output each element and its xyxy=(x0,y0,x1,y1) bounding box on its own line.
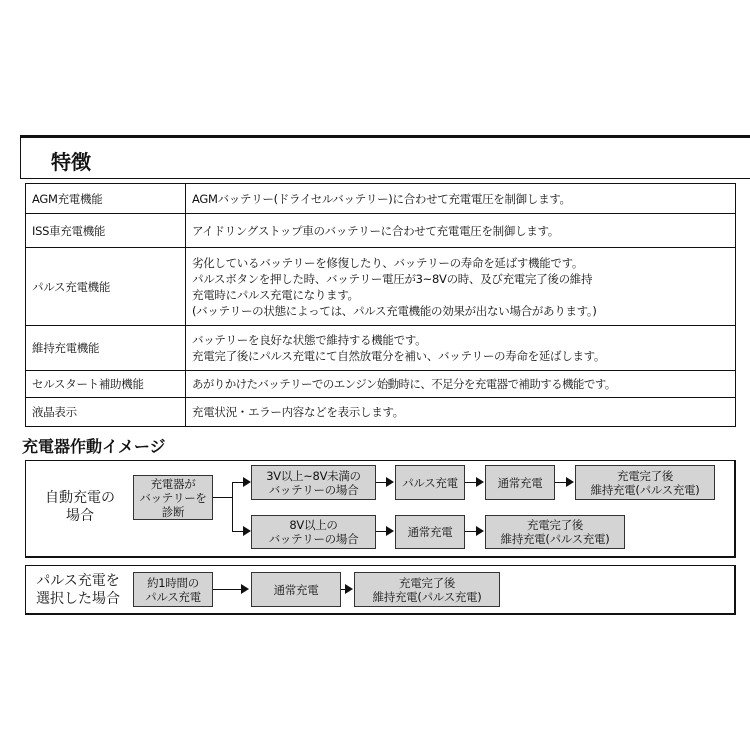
feature-desc: 充電状況・エラー内容などを表示します。 xyxy=(186,398,736,427)
arrow-icon xyxy=(345,584,353,594)
connector-line xyxy=(232,482,233,532)
arrow-icon xyxy=(476,477,484,487)
box-line: バッテリーの場合 xyxy=(268,482,359,497)
feature-desc xyxy=(186,248,736,326)
arrow-icon xyxy=(243,477,251,487)
feature-name: AGM充電機能 xyxy=(26,184,186,214)
desc-line: 劣化しているバッテリーを修復したり、バッテリーの寿命を延ばす機能です。 xyxy=(192,255,584,270)
diagnose-box xyxy=(133,475,213,520)
desc-line: (バッテリーの状態によっては、パルス充電機能の効果が出ない場合があります。) xyxy=(192,303,597,318)
desc-line: パルスボタンを押した時、バッテリー電圧が3~8Vの時、及び充電完了後の維持 xyxy=(192,271,593,286)
table-row xyxy=(26,248,736,326)
feature-desc xyxy=(186,326,736,371)
arrow-icon xyxy=(243,526,251,536)
box-line: パルス充電 xyxy=(145,589,201,604)
features-title: 特徴 xyxy=(51,150,91,174)
maintenance-charge-box xyxy=(354,572,500,607)
pulse-select-label xyxy=(27,572,129,608)
connector-line xyxy=(555,482,566,483)
box-line: 充電器が xyxy=(150,476,196,491)
flow-title: 充電器作動イメージ xyxy=(22,437,166,456)
connector-line xyxy=(213,497,233,498)
table-row xyxy=(26,184,736,214)
desc-line: バッテリーを良好な状態で維持する機能です。 xyxy=(192,333,427,347)
box-line: 約1時間の xyxy=(147,575,199,590)
arrow-icon xyxy=(476,526,484,536)
feature-name: 液晶表示 xyxy=(26,398,186,427)
normal-charge-box: 通常充電 xyxy=(251,572,341,607)
arrow-icon xyxy=(386,526,394,536)
box-line: 3V以上~8V未満の xyxy=(266,468,361,483)
desc-line: 充電時にパルス充電になります。 xyxy=(192,287,359,302)
normal-charge-box: 通常充電 xyxy=(485,465,555,500)
box-line: 充電完了後 xyxy=(399,575,455,590)
feature-name: 維持充電機能 xyxy=(26,326,186,371)
maintenance-charge-box xyxy=(575,465,715,500)
desc-line: 充電完了後にパルス充電にて自然放電分を補い、バッテリーの寿命を延ばします。 xyxy=(192,349,606,363)
arrow-icon xyxy=(566,477,574,487)
box-line: バッテリーの場合 xyxy=(268,532,359,546)
features-header xyxy=(20,135,750,179)
box-line: 診断 xyxy=(161,504,185,519)
arrow-icon xyxy=(386,477,394,487)
feature-desc: AGMバッテリー(ドライセルバッテリー)に合わせて充電電圧を制御します。 xyxy=(186,184,736,214)
table-row xyxy=(26,214,736,248)
features-table xyxy=(25,183,736,427)
pulse-charge-box: パルス充電 xyxy=(395,465,465,500)
normal-charge-box: 通常充電 xyxy=(395,515,465,549)
box-line: 充電完了後 xyxy=(527,518,583,532)
table-row xyxy=(26,371,736,398)
connector-line xyxy=(465,531,476,532)
feature-name: パルス充電機能 xyxy=(26,248,186,326)
low-voltage-box xyxy=(251,465,376,500)
label-line: 自動充電の xyxy=(45,490,115,506)
connector-line xyxy=(213,589,242,590)
label-line: 選択した場合 xyxy=(36,591,120,607)
box-line: バッテリーを xyxy=(139,490,207,505)
box-line: 充電完了後 xyxy=(617,468,673,483)
feature-desc: アイドリングストップ車のバッテリーに合わせて充電電圧を制御します。 xyxy=(186,214,736,248)
table-row xyxy=(26,326,736,371)
label-line: パルス充電を xyxy=(36,573,120,589)
feature-name: ISS車充電機能 xyxy=(26,214,186,248)
box-line: 維持充電(パルス充電) xyxy=(372,589,482,604)
box-line: 維持充電(パルス充電) xyxy=(590,482,700,497)
maintenance-charge-box xyxy=(485,515,625,549)
one-hour-pulse-box xyxy=(133,572,213,607)
auto-charge-label xyxy=(35,489,125,525)
connector-line xyxy=(465,482,476,483)
table-row xyxy=(26,398,736,427)
feature-name: セルスタート補助機能 xyxy=(26,371,186,398)
label-line: 場合 xyxy=(66,508,94,524)
feature-desc: あがりかけたバッテリーでのエンジン始動時に、不足分を充電器で補助する機能です。 xyxy=(186,371,736,398)
box-line: 維持充電(パルス充電) xyxy=(500,532,610,546)
arrow-icon xyxy=(241,584,249,594)
box-line: 8V以上の xyxy=(289,518,338,532)
high-voltage-box xyxy=(251,515,376,549)
